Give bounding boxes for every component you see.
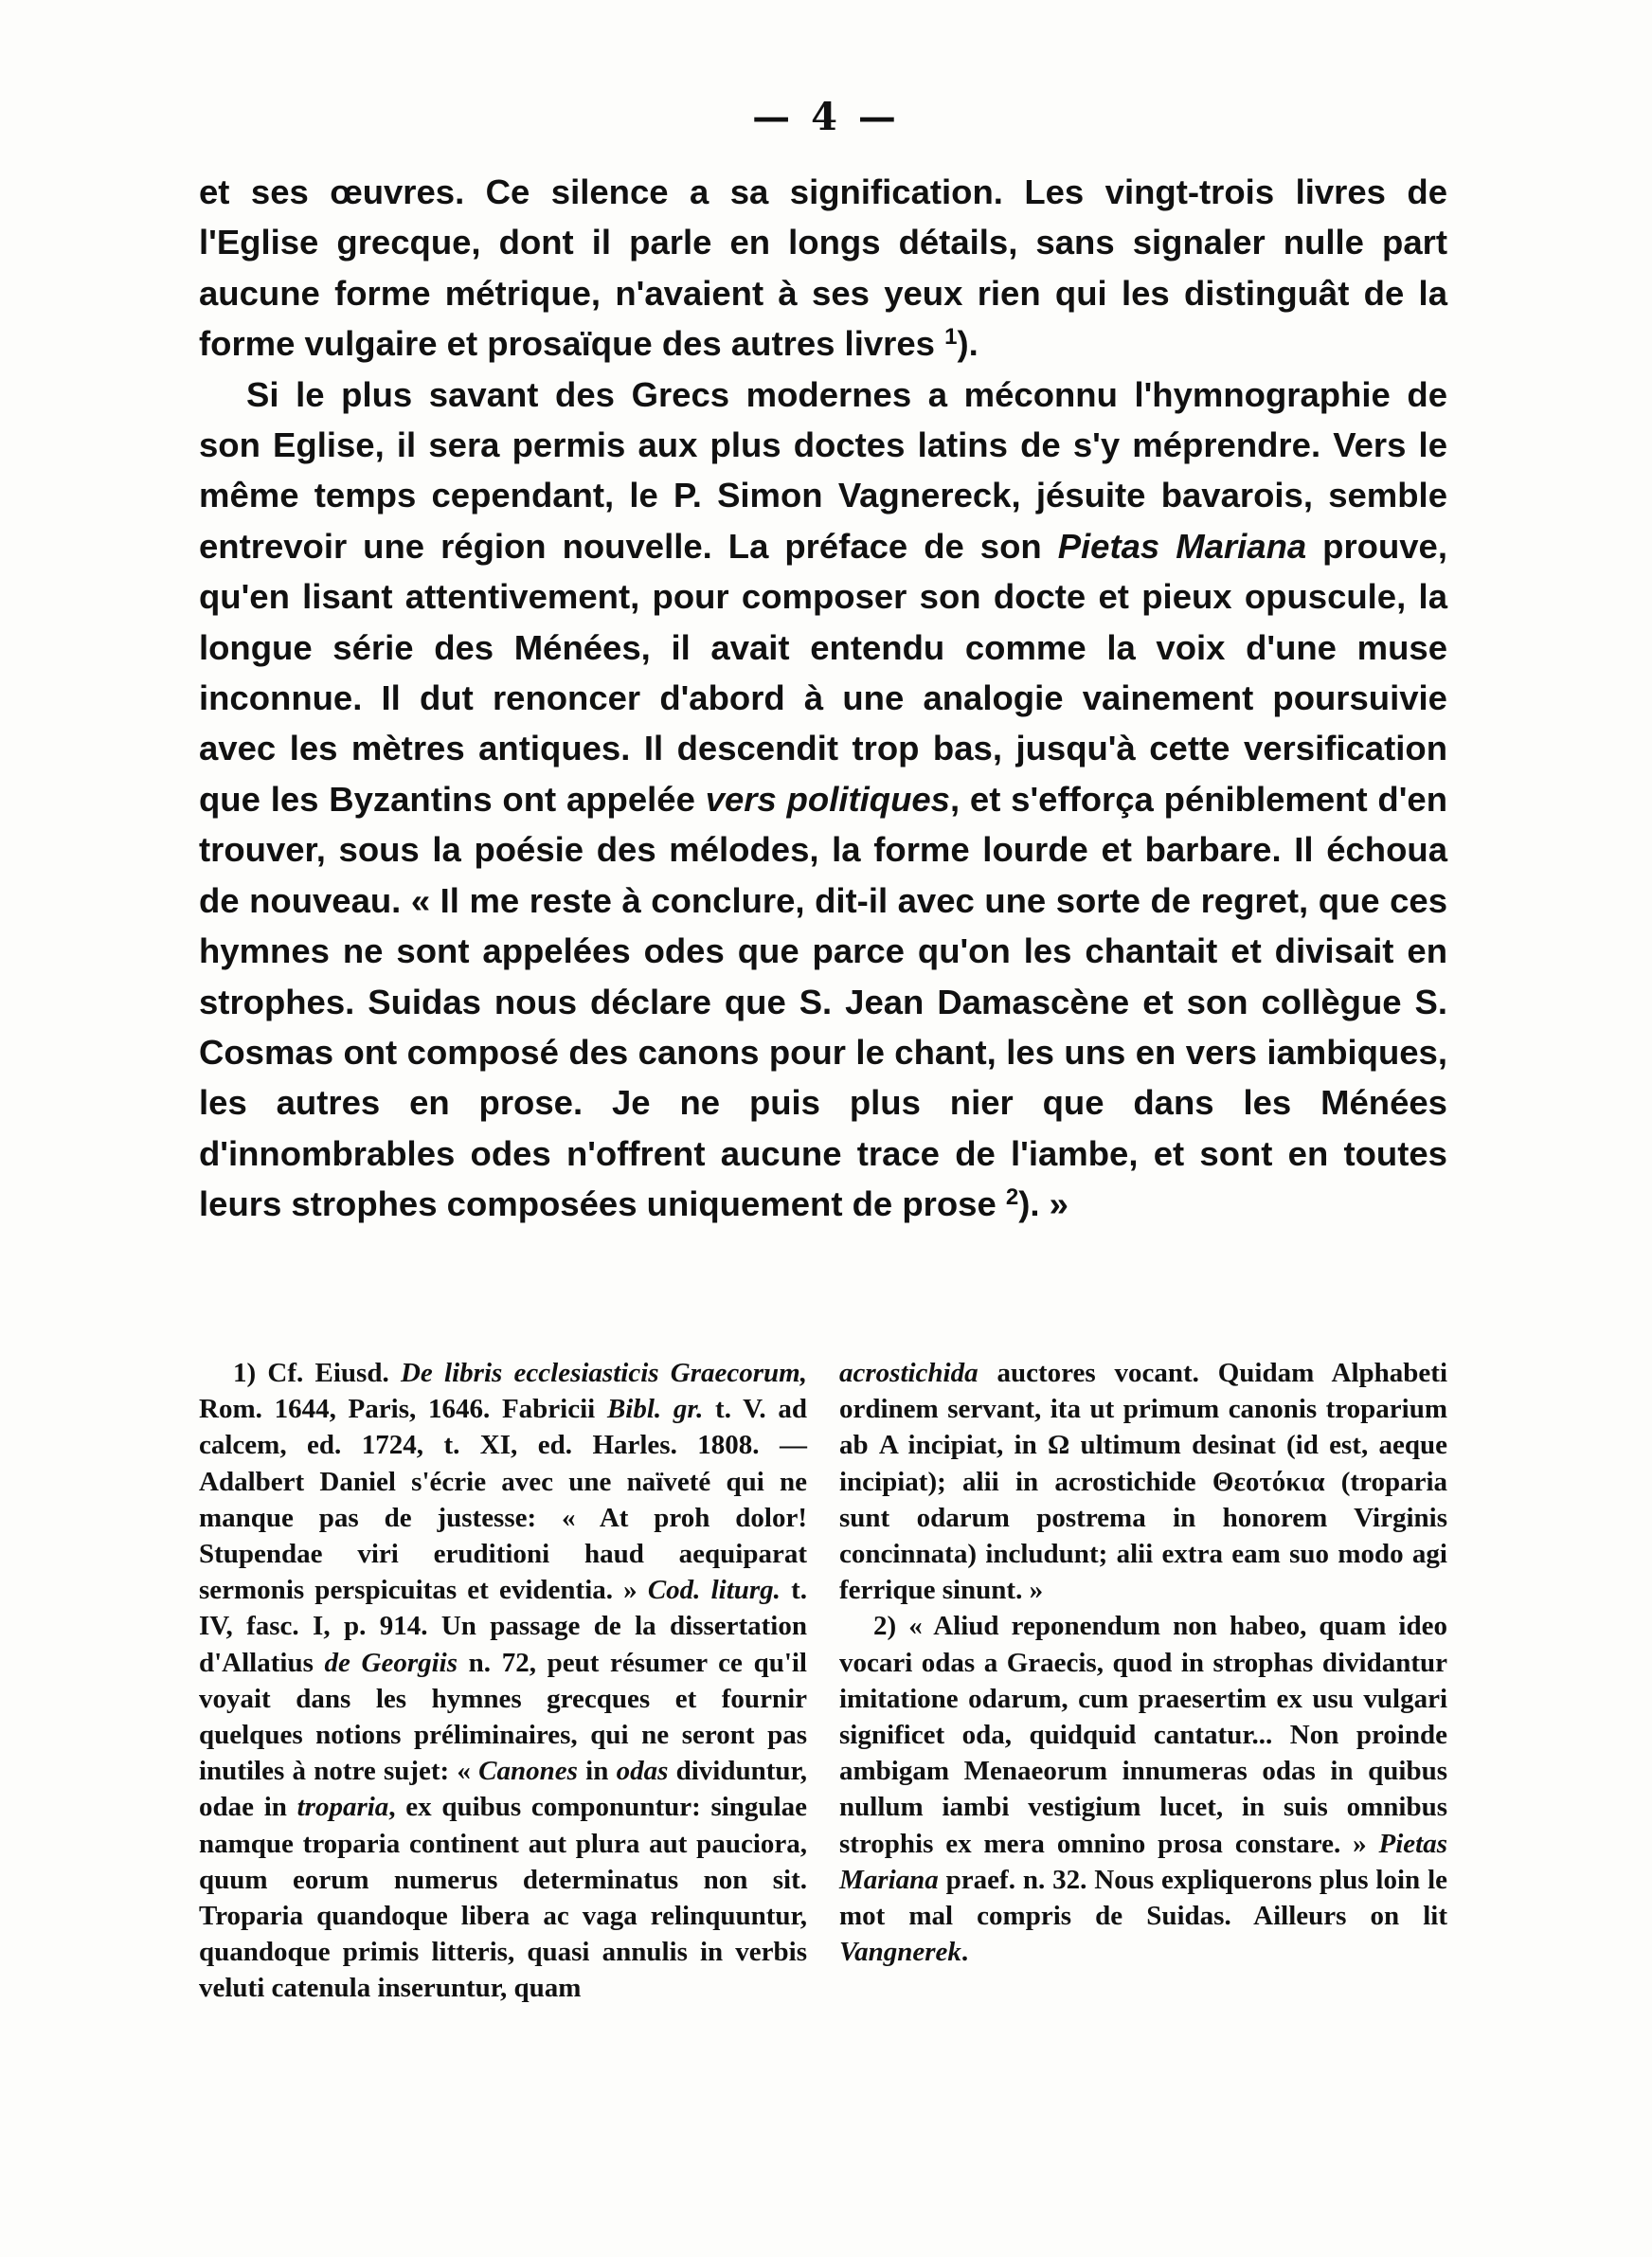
footnote-text: auctores vocant. Quidam Alphabeti ordinem servant, ita ut primum canonis troparium ab Α incipiat, in Ω ultimum desinat (id est, aeque incipiat); alii in acrostichide Θεοτόκια (troparia sunt odarum postrema in honorem Virginis concinnata) includunt; alii extra eam suo modo agi ferrique sinunt. » (839, 1358, 1447, 1606)
italic-term: vers politiques (705, 779, 950, 819)
footnote-italic: Cod. liturg. (647, 1575, 781, 1606)
footnote-column-right (839, 1355, 1447, 2007)
paragraph-text: prouve, qu'en lisant attentivement, pour composer son docte et pieux opuscule, la longue série des Ménées, il avait entendu comme la voix d'une muse inconnue. Il dut renoncer d'abord à une analogie vainement poursuivie avec les mètres antiques. Il descendit trop bas, jusqu'à cette versification que les Byzantins ont appelée (199, 526, 1447, 819)
paragraph-text: ). » (1018, 1184, 1068, 1224)
footnotes (199, 1355, 1447, 2007)
paragraph-text: Si le plus savant des Grecs modernes a méconnu l'hymnographie de son Eglise, il sera permis aux plus doctes latins de s'y méprendre. Vers le même temps cependant, le P. Simon Vagnereck, jésuite bavarois, semble entrevoir une région nouvelle. La préface de son (199, 374, 1447, 566)
italic-title: Pietas Mariana (1057, 526, 1307, 566)
footnote-text: , ex quibus componuntur: singulae namque troparia continent aut plura aut pauciora, quum eorum numerus determinatus non sit. Troparia quandoque libera ac vaga relinquuntur, quandoque primis litteris, quasi annulis in verbis veluti catenula inseruntur, quam (199, 1792, 807, 2004)
footnote-text: Rom. 1644, Paris, 1646. Fabricii (199, 1394, 607, 1425)
footnote-text: 1) Cf. Eiusd. (233, 1358, 401, 1388)
footnote-text: t. IV, fasc. I, p. 914. Un passage de la dissertation d'Allatius (199, 1575, 807, 1678)
footnote-ref-2[interactable]: 2 (1005, 1184, 1019, 1211)
footnote-italic: Vangnerek (839, 1937, 961, 1968)
footnote-italic: odas (616, 1756, 669, 1787)
footnote-text: praef. n. 32. Nous expliquerons plus loin le mot mal compris de Suidas. Ailleurs on lit (839, 1864, 1447, 1932)
paragraph-text: ). (957, 324, 979, 364)
footnote-italic: De libris ecclesiasticis Graecorum, (400, 1358, 807, 1388)
footnote-italic: Bibl. gr. (606, 1394, 704, 1425)
footnote-1 (199, 1355, 807, 2007)
footnote-text: t. V. ad calcem, ed. 1724, t. XI, ed. Harles. 1808. — Adalbert Daniel s'écrie avec une naïveté qui ne manque pas de justesse: « At proh dolor! Stupendae viri eruditioni haud aequiparat sermonis perspicuitas et evidentia. » (199, 1394, 807, 1606)
footnote-2 (839, 1608, 1447, 1970)
footnote-italic: acrostichida (839, 1358, 979, 1388)
footnote-text: 2) « Aliud reponendum non habeo, quam ideo vocari odas a Graecis, quod in strophas dividantur imitatione odarum, cum praesertim ex usu vulgari significet oda, quidquid cantatur... Non proinde ambigam Menaeorum innumeras odas in quibus nullum iambi vestigium lucet, in suis omnibus strophis ex mera omnino prosa constare. » (839, 1611, 1447, 1859)
footnote-text: n. 72, peut résumer ce qu'il voyait dans les hymnes grecques et fournir quelques notions préliminaires, qui ne seront pas inutiles à notre sujet: « (199, 1647, 807, 1787)
footnote-1-continued (839, 1355, 1447, 1608)
footnote-italic: Pietas Mariana (839, 1828, 1447, 1895)
footnote-italic: Canones (478, 1756, 578, 1787)
paragraph-text: , et s'efforça péniblement d'en trouver, sous la poésie des mélodes, la forme lourde et barbare. Il échoua de nouveau. « Il me reste à conclure, dit-il avec une sorte de regret, que ces hymnes ne sont appelées odes que parce qu'on les chantait et divisait en strophes. Suidas nous déclare que S. Jean Damascène et son collègue S. Cosmas ont composé des canons pour le chant, les uns en vers iambiques, les autres en prose. Je ne puis plus nier que dans les Ménées d'innombrables odes n'offrent aucune trace de l'iambe, et sont en toutes leurs strophes composées uniquement de prose (199, 779, 1447, 1224)
footnote-text: dividuntur, odae in (199, 1756, 807, 1823)
footnote-text: . (961, 1937, 969, 1968)
footnote-column-left (199, 1355, 807, 2007)
paragraph-2 (199, 370, 1447, 1230)
paragraph-1 (199, 167, 1447, 370)
footnote-text: in (577, 1756, 617, 1787)
footnote-italic: troparia (296, 1792, 389, 1823)
paragraph-text: et ses œuvres. Ce silence a sa signification. Les vingt-trois livres de l'Eglise grecque, dont il parle en longs détails, sans signaler nulle part aucune forme métrique, n'avaient à ses yeux rien qui les distinguât de la forme vulgaire et prosaïque des autres livres (199, 172, 1447, 364)
page-number: — 4 — (752, 95, 900, 139)
footnote-italic: de Georgiis (324, 1647, 458, 1678)
main-text (199, 167, 1447, 1230)
footnote-ref-1[interactable]: 1 (944, 324, 958, 351)
